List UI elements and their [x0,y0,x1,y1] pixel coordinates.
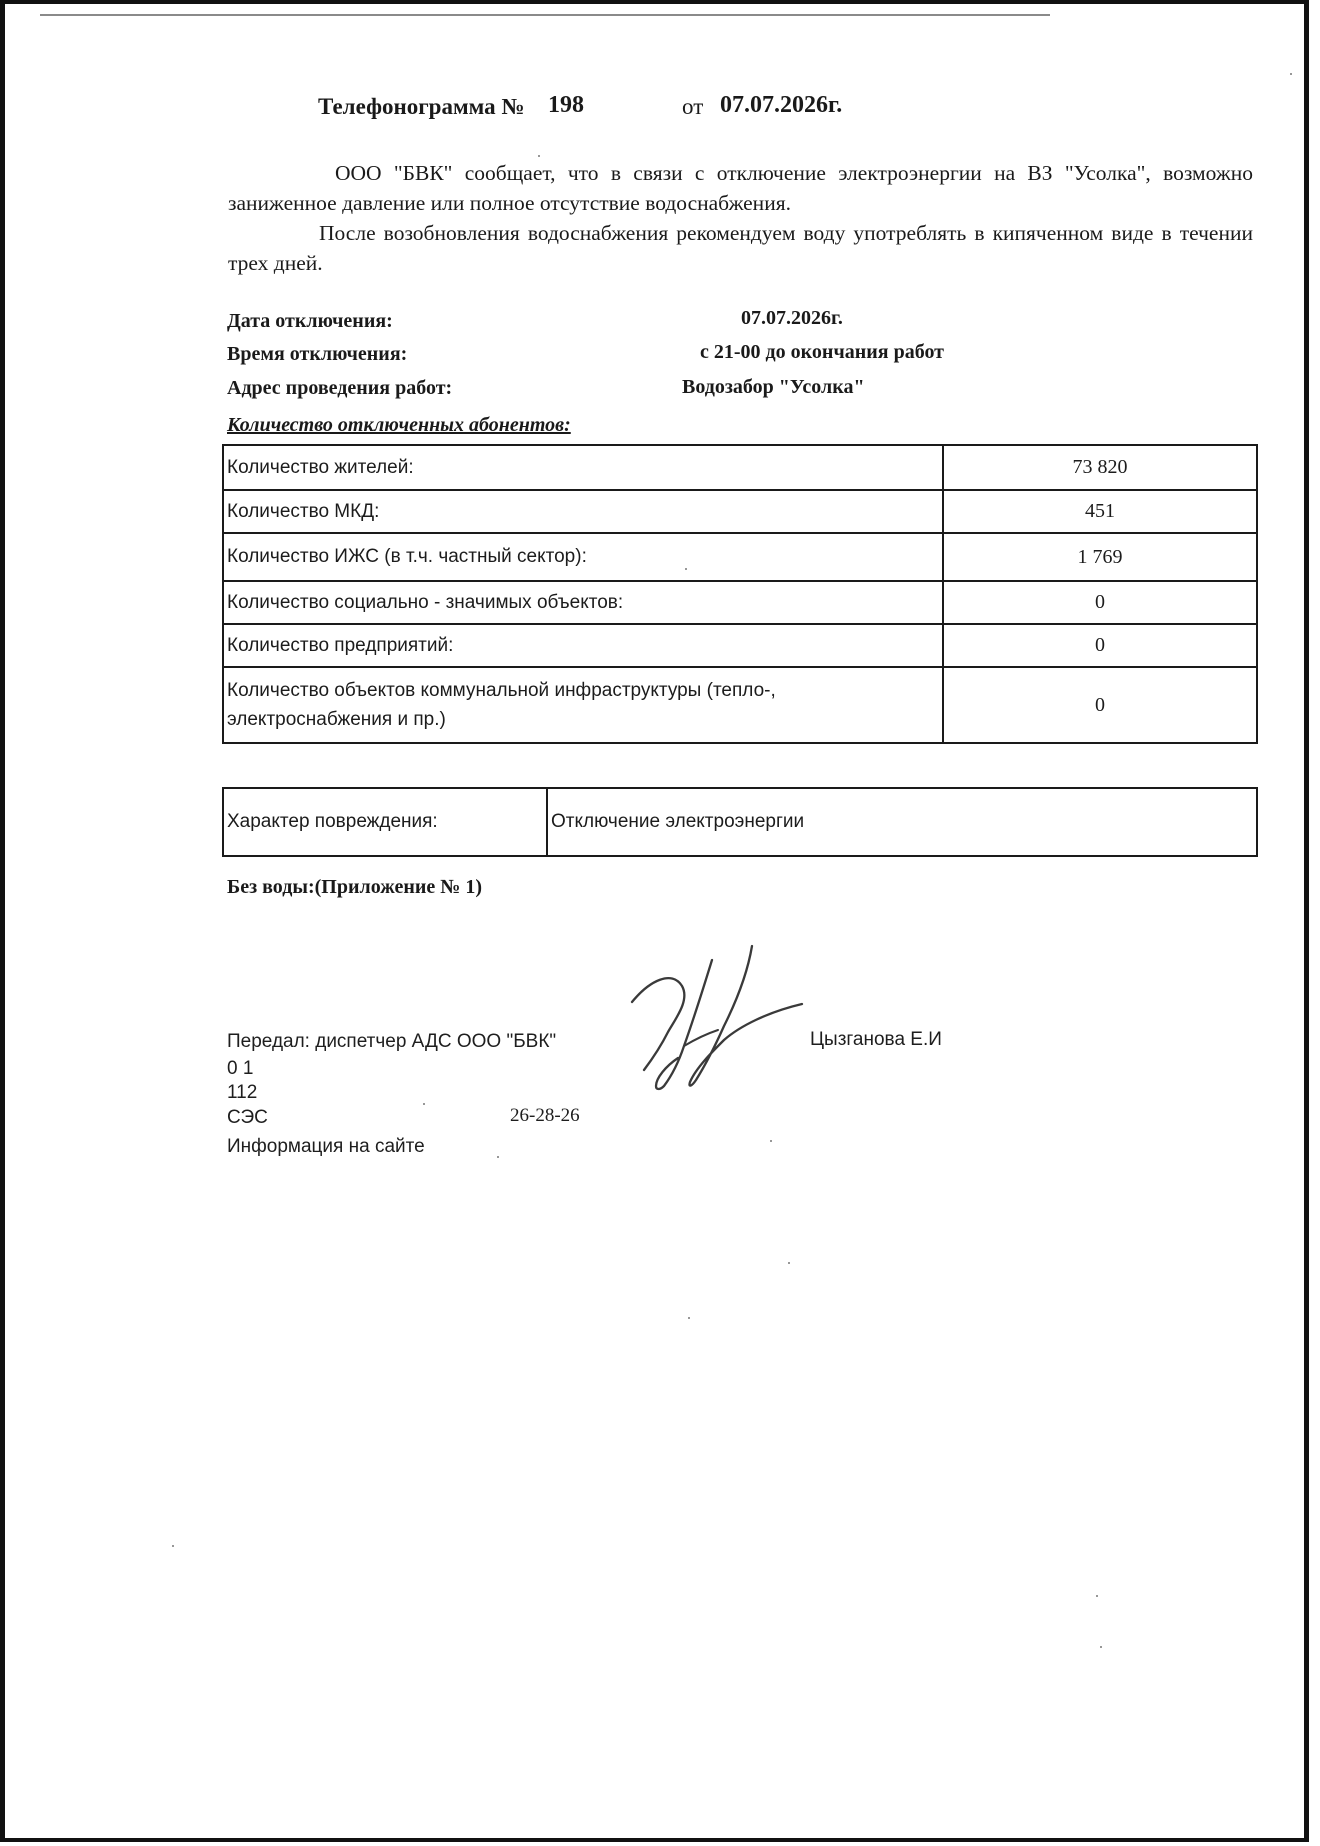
subscribers-heading: Количество отключенных абонентов: [227,414,571,436]
scan-speck [423,1103,425,1105]
notice-paragraph: ООО "БВК" сообщает, что в связи с отключение электроэнергии на ВЗ "Усолка", возможно заниженное давление или полное отсутствие водоснабжения. [228,161,1253,215]
outage-time-label: Время отключения: [227,343,408,365]
website-note: Информация на сайте [227,1136,425,1157]
document-title: Телефонограмма № [318,94,525,119]
scan-speck [172,1545,174,1547]
scan-speck [688,1317,690,1319]
table-row [223,788,1257,856]
appendix-note: Без воды:(Приложение № 1) [227,876,482,898]
private-houses-value: 1 769 [943,533,1257,581]
signatory-name: Цызганова Е.И [810,1029,942,1050]
recipient-ses: СЭС [227,1107,268,1128]
apartment-buildings-value: 451 [943,490,1257,533]
scan-top-line [40,14,1050,16]
infrastructure-objects-value: 0 [943,667,1257,743]
page-border-bottom [0,1838,1309,1842]
work-address-label: Адрес проведения работ: [227,377,453,399]
apartment-buildings-label: Количество МКД: [223,490,943,533]
signature [620,940,810,1100]
scan-speck [538,155,540,157]
private-houses-label: Количество ИЖС (в т.ч. частный сектор): [223,533,943,581]
enterprises-value: 0 [943,624,1257,667]
subscribers-table [222,444,1258,744]
social-objects-label: Количество социально - значимых объектов: [223,581,943,624]
table-row [223,490,1257,533]
work-address-value: Водозабор "Усолка" [682,376,865,398]
outage-time-value: с 21-00 до окончания работ [700,341,945,363]
document-date: 07.07.2026г. [720,92,843,118]
sender-line: Передал: диспетчер АДС ООО "БВК" [227,1031,557,1052]
scan-speck [1100,1646,1102,1648]
damage-type-value: Отключение электроэнергии [547,788,1257,856]
infrastructure-objects-label: Количество объектов коммунальной инфраструктуры (тепло-, электроснабжения и пр.) [223,667,943,743]
table-row [223,445,1257,490]
scan-speck [770,1140,772,1142]
outage-date-value: 07.07.2026г. [741,307,843,329]
damage-type-label: Характер повреждения: [223,788,547,856]
document-number: 198 [548,92,584,118]
table-row [223,533,1257,581]
outage-date-label: Дата отключения: [227,310,393,332]
social-objects-value: 0 [943,581,1257,624]
ses-phone: 26-28-26 [510,1105,580,1126]
residents-label: Количество жителей: [223,445,943,490]
table-row [223,624,1257,667]
scan-speck [685,568,687,570]
enterprises-label: Количество предприятий: [223,624,943,667]
residents-value: 73 820 [943,445,1257,490]
scan-speck [1096,1595,1098,1597]
recipient-01: 0 1 [227,1058,254,1079]
recommendation-paragraph: После возобновления водоснабжения рекомендуем воду употреблять в кипяченном виде в течении трех дней. [228,221,1253,275]
date-prefix: от [682,94,704,119]
table-row [223,581,1257,624]
table-row [223,667,1257,743]
scan-speck [788,1262,790,1264]
scan-speck [497,1156,499,1158]
recipient-112: 112 [227,1082,258,1103]
damage-table [222,787,1258,857]
scan-speck [1290,73,1292,75]
